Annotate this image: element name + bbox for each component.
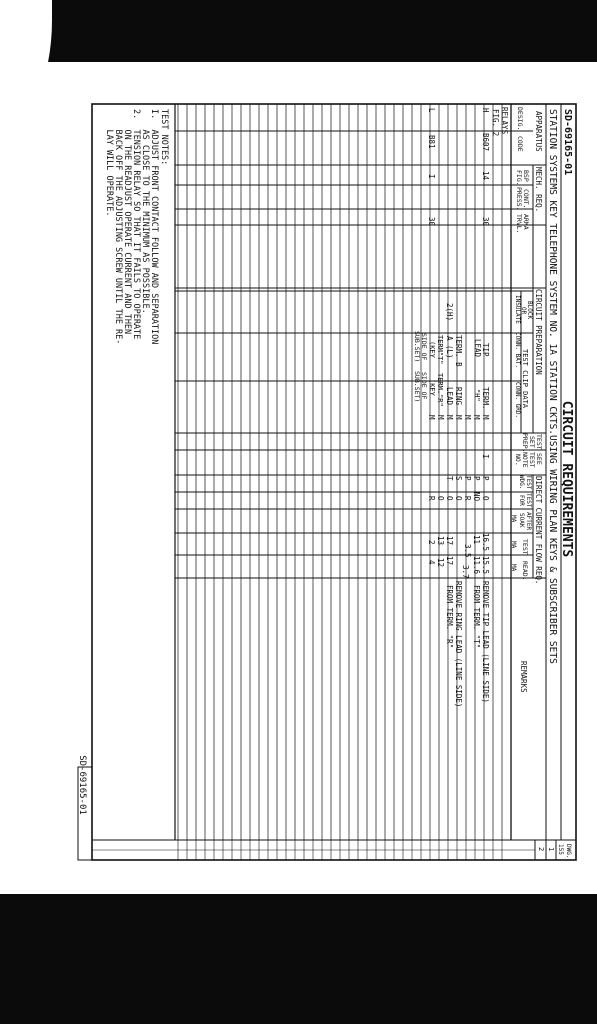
hdr-wdg: WDG. bbox=[518, 475, 525, 490]
hdr-test-clip: TEST CLIP DATA bbox=[521, 349, 529, 409]
hdr-trvl: TRVL. bbox=[515, 214, 523, 234]
hdr-test2: TEST bbox=[528, 452, 536, 468]
hdr-after: AFTER bbox=[525, 512, 532, 531]
cell-desig-h: H bbox=[481, 108, 490, 113]
cell-17-b: 17 bbox=[445, 556, 454, 566]
cell-m-3: M bbox=[463, 415, 472, 420]
cell-13: 13 bbox=[436, 536, 445, 546]
hdr-test-col: TEST bbox=[521, 539, 529, 555]
cell-bsp-14: 14 bbox=[481, 171, 490, 181]
cell-desig-l: L bbox=[427, 108, 436, 113]
hdr-press: PRESS. bbox=[515, 187, 523, 211]
hdr-test-for: TEST bbox=[525, 493, 532, 508]
cell-tip: TIP bbox=[481, 343, 490, 357]
scan-corner-notch bbox=[0, 0, 52, 130]
cell-o-1: O bbox=[481, 496, 490, 501]
hdr-insulate: INSULATE bbox=[514, 295, 521, 324]
hdr-set: SET bbox=[528, 436, 536, 448]
cell-3-7: 3.7 bbox=[461, 565, 470, 579]
cell-side-2: SIDE OF bbox=[420, 372, 428, 400]
dwg-label: DWG. bbox=[565, 844, 572, 859]
cell-sub-2: SUB.SET) bbox=[413, 371, 421, 403]
cell-arma-30-b: 30 bbox=[427, 217, 436, 227]
doc-top-title: SD-69165-01 bbox=[562, 109, 573, 176]
cell-o-6: O bbox=[436, 496, 445, 501]
bottom-drawing-label: SD-69165-01 bbox=[77, 755, 87, 815]
cell-side-1: SIDE OF bbox=[420, 333, 428, 361]
hdr-ma-2: MA bbox=[510, 541, 517, 549]
hdr-prep: PREP. bbox=[521, 433, 529, 453]
hdr-remarks: REMARKS bbox=[519, 661, 528, 693]
scan-border-top bbox=[0, 0, 597, 62]
hdr-desig: DESIG. bbox=[516, 107, 524, 131]
cell-lead-2: LEAD bbox=[445, 387, 454, 406]
hdr-ma-1: MA bbox=[510, 515, 517, 523]
cell-code-b607: B607 bbox=[481, 133, 490, 152]
rotated-document-sheet bbox=[77, 103, 577, 863]
doc-main-title: CIRCUIT REQUIREMENTS bbox=[559, 400, 574, 558]
hdr-fig: FIG. bbox=[515, 170, 523, 186]
cell-term-h: TERM. bbox=[481, 387, 490, 410]
scan-border-bottom bbox=[0, 894, 597, 1024]
cell-2h: 2(H) bbox=[445, 303, 454, 322]
hdr-test: TEST bbox=[535, 434, 543, 450]
hdr-read: READ. bbox=[521, 561, 529, 581]
hdr-conn-grd: CONN. GRD. bbox=[514, 382, 521, 419]
dwg-revision-1: 1 bbox=[547, 847, 555, 852]
cell-3-5: 3.5 bbox=[463, 544, 472, 558]
cell-term-b: TERM. B bbox=[454, 335, 463, 367]
cell-15-5: 15.5 bbox=[481, 556, 490, 575]
cell-t-5: T bbox=[445, 476, 454, 481]
cell-p-1: P bbox=[481, 476, 490, 481]
hdr-for: FOR bbox=[518, 495, 525, 506]
cell-17-a: 17 bbox=[445, 536, 454, 546]
hdr-note: NOTE bbox=[521, 452, 529, 468]
cell-s-4: S bbox=[454, 476, 463, 481]
cell-key-2: (KEY bbox=[428, 379, 436, 396]
cell-r-7: R bbox=[427, 496, 436, 501]
hdr-arma: ARMA bbox=[522, 214, 530, 230]
cell-key-1: (KEY bbox=[428, 341, 436, 358]
hdr-no: NO. bbox=[514, 454, 522, 466]
cell-ring: RING bbox=[454, 387, 463, 406]
cell-p-2: P bbox=[472, 476, 481, 481]
hdr-dcf: DIRECT CURRENT FLOW REQ. bbox=[534, 476, 543, 585]
hdr-bsp: BSP bbox=[522, 170, 530, 182]
notes-line: LAY WILL OPERATE. bbox=[104, 109, 114, 217]
cell-4: 4 bbox=[427, 560, 436, 565]
hdr-or: OR bbox=[520, 307, 527, 315]
cell-o-5: O bbox=[445, 496, 454, 501]
notes-line: ON THE READJUST OPERATE CURRENT AND THEN bbox=[122, 109, 132, 335]
notes-line: AS CLOSE TO THE MINIMUM AS POSSIBLE. bbox=[140, 109, 150, 314]
cell-r-3: R bbox=[463, 496, 472, 501]
hdr-test-wdg: TEST bbox=[525, 475, 532, 490]
cell-term-t: TERM"T" bbox=[436, 335, 444, 365]
cell-a-l: A (L) bbox=[445, 336, 454, 359]
cell-16-5: 16.5 bbox=[481, 533, 490, 552]
hdr-mech-req: MECH. REQ. bbox=[534, 167, 543, 213]
cell-bsp-dash: I bbox=[427, 174, 436, 179]
hdr-soak: SOAK bbox=[518, 513, 525, 528]
notes-line: 2. TENSION RELAY SO THAT IT FAILS TO OPERATE bbox=[131, 109, 141, 340]
hdr-cont: CONT. bbox=[522, 189, 530, 209]
cell-remark-5: FROM TERM. "R" bbox=[445, 585, 454, 649]
cell-2: 2 bbox=[427, 540, 436, 545]
cell-m-1: M bbox=[481, 415, 490, 420]
cell-m-5: M bbox=[445, 415, 454, 420]
table-outer-border bbox=[92, 104, 576, 860]
cell-relays: RELAYS bbox=[500, 107, 509, 135]
cell-code-b81: B81 bbox=[427, 135, 436, 149]
cell-11: 11 bbox=[472, 535, 481, 545]
cell-o-4: O bbox=[454, 496, 463, 501]
cell-remark-4: REMOVE RING LEAD (LINE SIDE) bbox=[454, 581, 463, 708]
cell-term-r: TERM."R" bbox=[436, 373, 444, 407]
cell-no-1: NO bbox=[472, 492, 481, 502]
hdr-apparatus: APPARATUS bbox=[534, 111, 543, 152]
dwg-revision-2: 2 bbox=[537, 847, 545, 852]
notes-title: TEST NOTES: bbox=[159, 109, 169, 166]
notes-line: BACK OFF THE ADJUSTING SCREW UNTIL THE RE- bbox=[113, 109, 123, 345]
doc-subtitle: STATION SYSTEMS KEY TELEPHONE SYSTEM NO. 1A STATION CKTS.USING WIRING PLAN KEYS & SUBSCRIBER SETS bbox=[547, 109, 558, 664]
cell-m-4: M bbox=[454, 415, 463, 420]
cell-12: 12 bbox=[436, 558, 445, 568]
requirements-table bbox=[77, 103, 577, 863]
cell-term-h-quote: "H" bbox=[473, 389, 481, 402]
cell-dash-1: I bbox=[481, 454, 490, 459]
cell-arma-30: 30 bbox=[481, 217, 490, 227]
dwg-number: 155 bbox=[557, 844, 564, 855]
hdr-code: CODE bbox=[516, 136, 524, 152]
hdr-circuit-prep: CIRCUIT PREPARATION bbox=[534, 289, 543, 375]
cell-11-6: 11.6 bbox=[472, 556, 481, 575]
cell-fig-2: FIG. 2 bbox=[491, 109, 500, 137]
cell-m-2: M bbox=[472, 415, 481, 420]
cell-remark-2: FROM TERM. "T" bbox=[472, 585, 481, 649]
hdr-see: SEE bbox=[535, 453, 543, 465]
notes-line: I. ADJUST FRONT CONTACT FOLLOW AND SEPARATION bbox=[149, 109, 159, 345]
cell-m-7: M bbox=[427, 415, 436, 420]
cell-remark-1: REMOVE TIP LEAD (LINE SIDE) bbox=[481, 581, 490, 703]
hdr-ma-3: MA bbox=[510, 564, 517, 572]
cell-sub-1: SUB.SET) bbox=[413, 331, 421, 363]
cell-lead-1: LEAD bbox=[473, 339, 482, 358]
hdr-block: BLOCK bbox=[526, 301, 533, 320]
hdr-conn-bat: CONN. BAT. bbox=[514, 332, 521, 369]
cell-p-3: P bbox=[463, 476, 472, 481]
cell-m-6: M bbox=[436, 415, 445, 420]
